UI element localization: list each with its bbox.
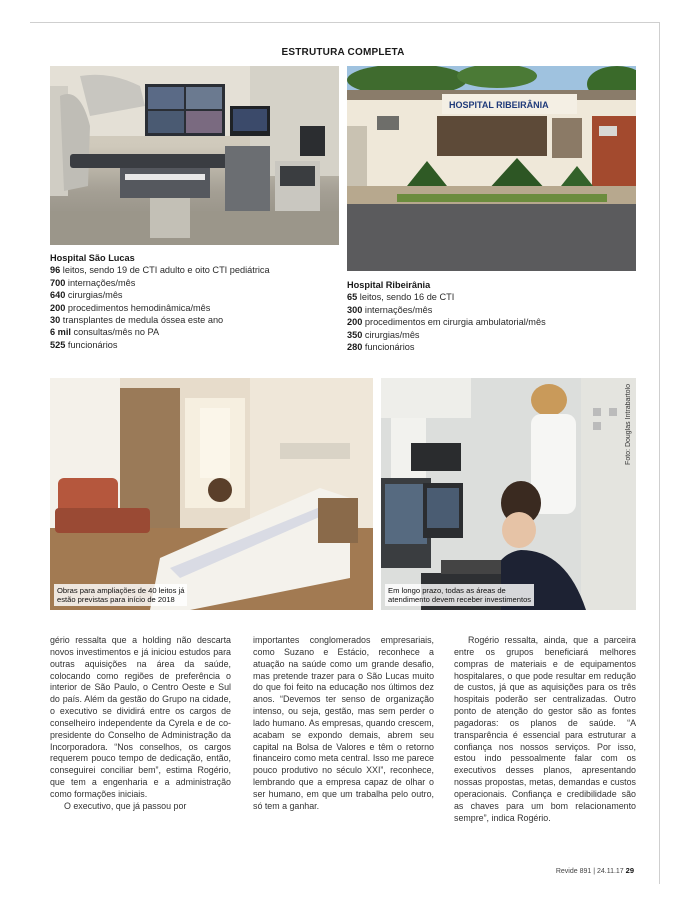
photo-hospital-facade <box>347 66 636 271</box>
photo-operating-room <box>50 66 339 245</box>
photo-attendants <box>381 378 636 610</box>
magazine-issue: Revide 891 | 24.11.17 <box>555 868 624 875</box>
article-column-3 <box>454 635 636 825</box>
page-folio <box>556 866 634 875</box>
article-column-1 <box>50 635 231 813</box>
photo-caption: Obras para ampliações de 40 leitos já estão previstas para início de 2018 <box>54 584 187 606</box>
fact-line: 200 procedimentos em cirurgia ambulatorial/mês <box>347 317 546 328</box>
fact-line: 640 cirurgias/mês <box>50 290 123 301</box>
photo-caption: Em longo prazo, todas as áreas de atendimento devem receber investimentos <box>385 584 534 606</box>
fact-line: 65 leitos, sendo 16 de CTI <box>347 292 455 303</box>
page-number: 29 <box>625 866 634 875</box>
fact-line: 96 leitos, sendo 19 de CTI adulto e oito CTI pediátrica <box>50 265 270 276</box>
photo-credit: Foto: Douglas Intrabartolo <box>625 384 632 465</box>
paragraph: importantes conglomerados empresariais, como Suzano e Estácio, reconhece a atuação na saúde como um grande desafio, mas pretende trazer para o São Lucas muito do que foi feito na educação nos últimos dez anos. “Devemos ter senso de organização intenso, ou seja, gestão, mas sem perder o lado humano. As empresas, quando crescem, acabam se expondo demais, abrem seu capital na Bolsa de Valores e têm o retorno financeiro como meta central. Isso me parece pouco produtivo no século XXI”, reconhece, lembrando que a empresa capaz de olhar o ser humano, em que um trabalha pelo outro, só tem a ganhar. <box>253 635 434 811</box>
facts-ribeirania <box>347 279 636 353</box>
fact-line: 525 funcionários <box>50 339 118 350</box>
facts-sao-lucas <box>50 252 340 351</box>
fact-line: 200 procedimentos hemodinâmica/mês <box>50 302 211 313</box>
fact-line: 6 mil consultas/mês no PA <box>50 327 160 338</box>
facade-sign: HOSPITAL RIBEIRÂNIA <box>449 100 549 110</box>
paragraph: Rogério ressalta, ainda, que a parceira entre os grupos beneficiará melhores compras de materiais e de equipamentos hospitalares, o que pode resultar em redução de custos, já que as aquisições para os três hospitais poderão ser centralizadas. Outro ponto de atenção do gestor são as fontes pagadoras: os planos de saúde. “A transparência é essencial para estruturar a confiança nos nossos serviços. Por isso, estou indo pessoalmente falar com os executivos desses planos, apresentando nossas propostas, metas, demandas e custos operacionais. Confiança e credibilidade são as chaves para um bom relacionamento sempre”, indica Rogério. <box>454 635 636 823</box>
paragraph: gério ressalta que a holding não descarta novos investimentos e já iniciou estudos para outras aquisições na área da saúde, colocando como regiões de preferência o interior de São Paulo, o Centro Oeste e Sul do país. Além da gestão do Grupo na cidade, o executivo se dividirá entre os cargos de conselheiro independente da Cyrela e de co-presidente do Conselho de Administração da Incorporadora. “Nos conselhos, os cargos requerem pouco tempo de dedicação, então, conseguirei conciliar bem”, estima Rogério, que tem a engenharia e a administração como formações iniciais. <box>50 635 231 799</box>
fact-line: 300 internações/mês <box>347 304 433 315</box>
fact-line: 30 transplantes de medula óssea este ano <box>50 315 224 326</box>
paragraph: O executivo, que já passou por <box>64 800 187 811</box>
fact-line: 700 internações/mês <box>50 277 136 288</box>
fact-line: 350 cirurgias/mês <box>347 329 420 340</box>
hospital-name: Hospital Ribeirânia <box>347 280 431 290</box>
fact-line: 280 funcionários <box>347 342 415 353</box>
article-column-2 <box>253 635 434 813</box>
section-title: ESTRUTURA COMPLETA <box>281 47 405 58</box>
photo-patient-room <box>50 378 373 610</box>
hospital-name: Hospital São Lucas <box>50 253 135 263</box>
